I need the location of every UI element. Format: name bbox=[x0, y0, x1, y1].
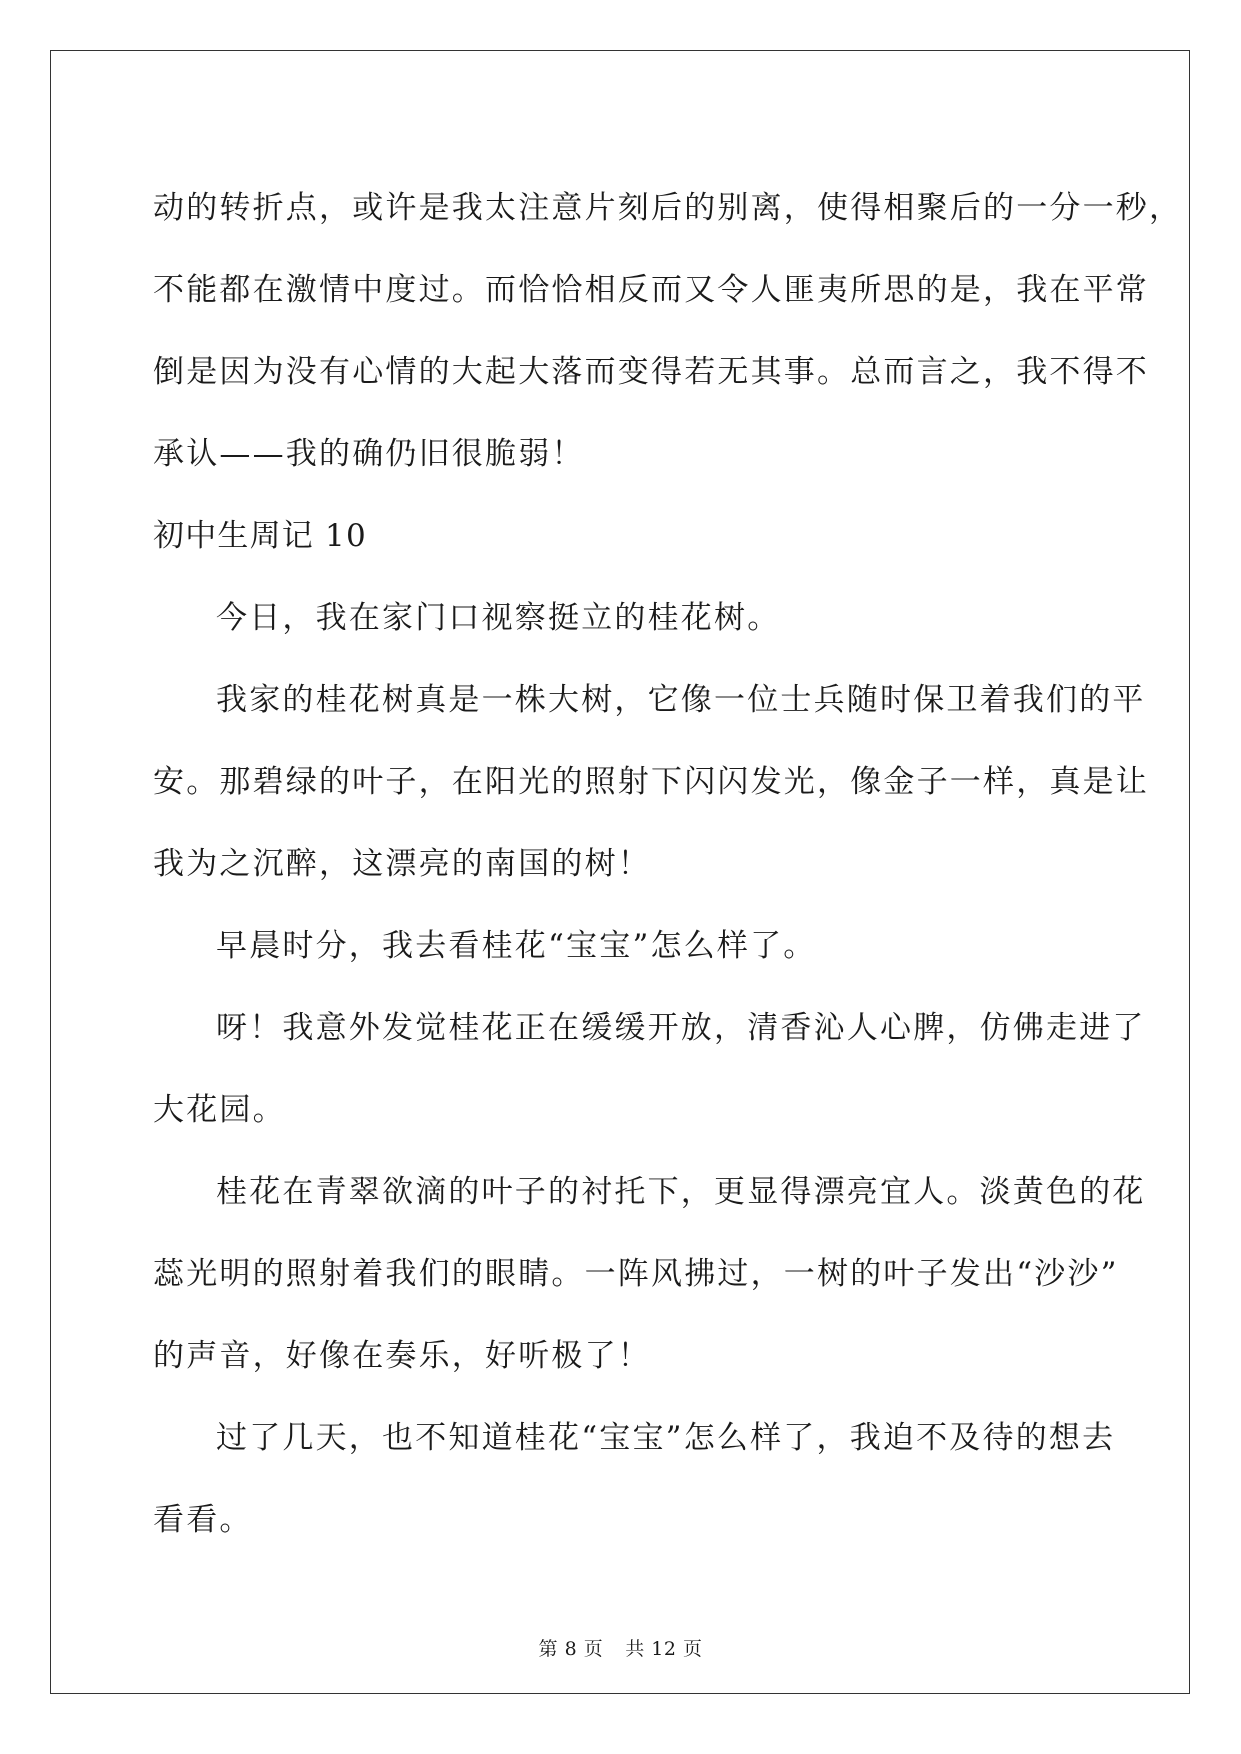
section-heading: 初中生周记 10 bbox=[153, 518, 367, 554]
text-line: 呀！我意外发觉桂花正在缓缓开放，清香沁人心脾，仿佛走进了 bbox=[216, 1010, 1146, 1046]
text-line: 蕊光明的照射着我们的眼睛。一阵风拂过，一树的叶子发出“沙沙” bbox=[153, 1256, 1119, 1292]
text-line: 我家的桂花树真是一株大树，它像一位士兵随时保卫着我们的平 bbox=[216, 682, 1146, 718]
text-line: 动的转折点，或许是我太注意片刻后的别离，使得相聚后的一分一秒， bbox=[153, 190, 1183, 226]
text-line: 倒是因为没有心情的大起大落而变得若无其事。总而言之，我不得不 bbox=[153, 354, 1149, 390]
text-line: 过了几天，也不知道桂花“宝宝”怎么样了，我迫不及待的想去 bbox=[216, 1420, 1116, 1456]
text-line: 承认——我的确仍旧很脆弱！ bbox=[153, 436, 585, 472]
text-line: 不能都在激情中度过。而恰恰相反而又令人匪夷所思的是，我在平常 bbox=[153, 272, 1149, 308]
text-line: 看看。 bbox=[153, 1502, 253, 1538]
text-line: 安。那碧绿的叶子，在阳光的照射下闪闪发光，像金子一样，真是让 bbox=[153, 764, 1149, 800]
page-total: 共 12 页 bbox=[625, 1638, 703, 1660]
text-line: 的声音，好像在奏乐，好听极了！ bbox=[153, 1338, 651, 1374]
text-line: 早晨时分，我去看桂花“宝宝”怎么样了。 bbox=[216, 928, 817, 964]
document-body bbox=[153, 167, 1183, 1561]
page-number: 第 8 页 bbox=[538, 1638, 604, 1660]
page-footer bbox=[0, 1634, 1241, 1661]
text-line: 桂花在青翠欲滴的叶子的衬托下，更显得漂亮宜人。淡黄色的花 bbox=[216, 1174, 1146, 1210]
text-line: 我为之沉醉，这漂亮的南国的树！ bbox=[153, 846, 651, 882]
text-line: 今日，我在家门口视察挺立的桂花树。 bbox=[216, 600, 781, 636]
text-line: 大花园。 bbox=[153, 1092, 286, 1128]
